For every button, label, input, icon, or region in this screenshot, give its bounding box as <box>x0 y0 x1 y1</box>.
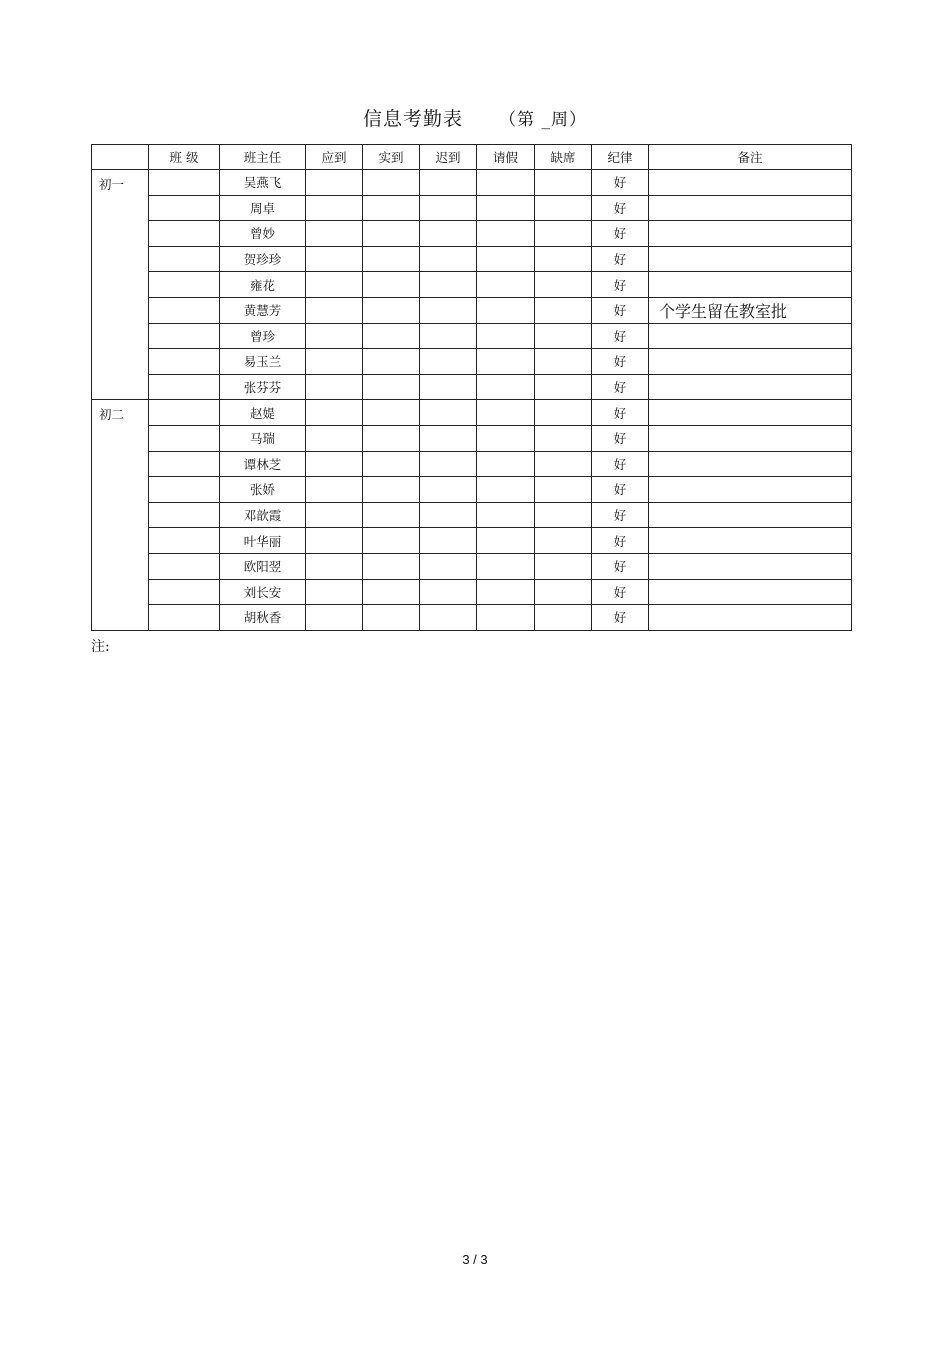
late-cell <box>420 349 477 375</box>
table-row <box>92 400 852 426</box>
header-cell: 实到 <box>363 145 420 170</box>
discipline-cell: 好 <box>592 246 649 272</box>
class-cell <box>149 195 220 221</box>
discipline-cell: 好 <box>592 605 649 631</box>
class-cell <box>149 579 220 605</box>
expected-cell <box>306 553 363 579</box>
expected-cell <box>306 323 363 349</box>
attendance-table <box>91 144 852 631</box>
expected-cell <box>306 579 363 605</box>
leave-cell <box>477 195 535 221</box>
discipline-cell: 好 <box>592 553 649 579</box>
expected-cell <box>306 170 363 196</box>
header-cell: 纪律 <box>592 145 649 170</box>
present-cell <box>363 477 420 503</box>
absent-cell <box>535 502 592 528</box>
absent-cell <box>535 400 592 426</box>
discipline-cell: 好 <box>592 425 649 451</box>
table-row <box>92 195 852 221</box>
present-cell <box>363 400 420 426</box>
present-cell <box>363 451 420 477</box>
present-cell <box>363 605 420 631</box>
absent-cell <box>535 374 592 400</box>
teacher-cell: 谭林芝 <box>220 451 306 477</box>
note-cell <box>649 170 852 196</box>
present-cell <box>363 170 420 196</box>
late-cell <box>420 477 477 503</box>
table-row <box>92 272 852 298</box>
absent-cell <box>535 272 592 298</box>
table-row <box>92 528 852 554</box>
class-cell <box>149 323 220 349</box>
expected-cell <box>306 246 363 272</box>
note-cell <box>649 605 852 631</box>
discipline-cell: 好 <box>592 528 649 554</box>
teacher-cell: 刘长安 <box>220 579 306 605</box>
present-cell <box>363 425 420 451</box>
header-cell: 班主任 <box>220 145 306 170</box>
present-cell <box>363 195 420 221</box>
expected-cell <box>306 374 363 400</box>
discipline-cell: 好 <box>592 323 649 349</box>
table-header <box>92 145 852 170</box>
discipline-cell: 好 <box>592 272 649 298</box>
header-cell: 迟到 <box>420 145 477 170</box>
late-cell <box>420 425 477 451</box>
class-cell <box>149 221 220 247</box>
teacher-cell: 周卓 <box>220 195 306 221</box>
table-row <box>92 477 852 503</box>
leave-cell <box>477 528 535 554</box>
late-cell <box>420 605 477 631</box>
teacher-cell: 胡秋香 <box>220 605 306 631</box>
teacher-cell: 张娇 <box>220 477 306 503</box>
present-cell <box>363 323 420 349</box>
class-cell <box>149 477 220 503</box>
class-cell <box>149 502 220 528</box>
late-cell <box>420 579 477 605</box>
absent-cell <box>535 579 592 605</box>
present-cell <box>363 579 420 605</box>
discipline-cell: 好 <box>592 477 649 503</box>
leave-cell <box>477 374 535 400</box>
header-cell: 缺席 <box>535 145 592 170</box>
late-cell <box>420 221 477 247</box>
title-text: 信息考勤表 <box>363 108 464 130</box>
expected-cell <box>306 349 363 375</box>
expected-cell <box>306 605 363 631</box>
late-cell <box>420 374 477 400</box>
class-cell <box>149 374 220 400</box>
class-cell <box>149 272 220 298</box>
grade-cell: 初二 <box>92 400 149 630</box>
table-row <box>92 502 852 528</box>
week-label: （第 _周） <box>499 110 587 130</box>
note-cell <box>649 349 852 375</box>
discipline-cell: 好 <box>592 349 649 375</box>
expected-cell <box>306 528 363 554</box>
table-row <box>92 425 852 451</box>
teacher-cell: 邓歆霞 <box>220 502 306 528</box>
leave-cell <box>477 451 535 477</box>
present-cell <box>363 528 420 554</box>
table-row <box>92 323 852 349</box>
teacher-cell: 马瑞 <box>220 425 306 451</box>
note-cell <box>649 425 852 451</box>
late-cell <box>420 451 477 477</box>
note-cell <box>649 528 852 554</box>
leave-cell <box>477 477 535 503</box>
leave-cell <box>477 323 535 349</box>
class-cell <box>149 605 220 631</box>
leave-cell <box>477 297 535 323</box>
expected-cell <box>306 221 363 247</box>
note-cell <box>649 477 852 503</box>
present-cell <box>363 221 420 247</box>
absent-cell <box>535 477 592 503</box>
class-cell <box>149 297 220 323</box>
absent-cell <box>535 246 592 272</box>
note-cell <box>649 579 852 605</box>
expected-cell <box>306 400 363 426</box>
note-cell: 个学生留在教室批 <box>649 297 852 323</box>
leave-cell <box>477 502 535 528</box>
leave-cell <box>477 605 535 631</box>
header-cell: 应到 <box>306 145 363 170</box>
late-cell <box>420 528 477 554</box>
absent-cell <box>535 297 592 323</box>
discipline-cell: 好 <box>592 374 649 400</box>
note-cell <box>649 553 852 579</box>
absent-cell <box>535 451 592 477</box>
expected-cell <box>306 297 363 323</box>
class-cell <box>149 425 220 451</box>
class-cell <box>149 400 220 426</box>
class-cell <box>149 349 220 375</box>
absent-cell <box>535 170 592 196</box>
present-cell <box>363 502 420 528</box>
table-body <box>92 170 852 631</box>
teacher-cell: 曾珍 <box>220 323 306 349</box>
class-cell <box>149 246 220 272</box>
discipline-cell: 好 <box>592 451 649 477</box>
teacher-cell: 雍花 <box>220 272 306 298</box>
teacher-cell: 贺珍珍 <box>220 246 306 272</box>
absent-cell <box>535 195 592 221</box>
discipline-cell: 好 <box>592 221 649 247</box>
note-cell <box>649 374 852 400</box>
absent-cell <box>535 323 592 349</box>
note-cell <box>649 323 852 349</box>
leave-cell <box>477 425 535 451</box>
absent-cell <box>535 221 592 247</box>
absent-cell <box>535 349 592 375</box>
discipline-cell: 好 <box>592 170 649 196</box>
note-cell <box>649 221 852 247</box>
present-cell <box>363 553 420 579</box>
table-row <box>92 297 852 323</box>
teacher-cell: 欧阳翌 <box>220 553 306 579</box>
late-cell <box>420 400 477 426</box>
teacher-cell: 张芬芬 <box>220 374 306 400</box>
table-row <box>92 246 852 272</box>
present-cell <box>363 349 420 375</box>
grade-cell: 初一 <box>92 170 149 400</box>
teacher-cell: 易玉兰 <box>220 349 306 375</box>
expected-cell <box>306 195 363 221</box>
table-row <box>92 349 852 375</box>
leave-cell <box>477 349 535 375</box>
leave-cell <box>477 553 535 579</box>
discipline-cell: 好 <box>592 195 649 221</box>
table-row <box>92 451 852 477</box>
teacher-cell: 黄慧芳 <box>220 297 306 323</box>
late-cell <box>420 323 477 349</box>
discipline-cell: 好 <box>592 400 649 426</box>
class-cell <box>149 553 220 579</box>
page-title <box>0 104 950 131</box>
late-cell <box>420 246 477 272</box>
late-cell <box>420 502 477 528</box>
class-cell <box>149 451 220 477</box>
table-row <box>92 579 852 605</box>
header-cell <box>92 145 149 170</box>
note-cell <box>649 400 852 426</box>
late-cell <box>420 272 477 298</box>
discipline-cell: 好 <box>592 502 649 528</box>
present-cell <box>363 297 420 323</box>
class-cell <box>149 170 220 196</box>
leave-cell <box>477 579 535 605</box>
teacher-cell: 叶华丽 <box>220 528 306 554</box>
late-cell <box>420 195 477 221</box>
expected-cell <box>306 272 363 298</box>
table-row <box>92 221 852 247</box>
header-cell: 班 级 <box>149 145 220 170</box>
leave-cell <box>477 246 535 272</box>
absent-cell <box>535 528 592 554</box>
note-cell <box>649 502 852 528</box>
expected-cell <box>306 477 363 503</box>
header-cell: 请假 <box>477 145 535 170</box>
present-cell <box>363 272 420 298</box>
late-cell <box>420 297 477 323</box>
header-row <box>92 145 852 170</box>
note-cell <box>649 246 852 272</box>
expected-cell <box>306 502 363 528</box>
table-row <box>92 374 852 400</box>
footnote: 注: <box>91 639 110 655</box>
teacher-cell: 赵媞 <box>220 400 306 426</box>
present-cell <box>363 374 420 400</box>
class-cell <box>149 528 220 554</box>
note-cell <box>649 451 852 477</box>
late-cell <box>420 553 477 579</box>
header-cell: 备注 <box>649 145 852 170</box>
teacher-cell: 吴燕飞 <box>220 170 306 196</box>
leave-cell <box>477 272 535 298</box>
absent-cell <box>535 425 592 451</box>
page-number: 3 / 3 <box>462 1252 488 1267</box>
table-row <box>92 170 852 196</box>
leave-cell <box>477 170 535 196</box>
present-cell <box>363 246 420 272</box>
teacher-cell: 曾妙 <box>220 221 306 247</box>
late-cell <box>420 170 477 196</box>
absent-cell <box>535 605 592 631</box>
discipline-cell: 好 <box>592 579 649 605</box>
discipline-cell: 好 <box>592 297 649 323</box>
table-row <box>92 553 852 579</box>
absent-cell <box>535 553 592 579</box>
leave-cell <box>477 400 535 426</box>
note-cell <box>649 272 852 298</box>
leave-cell <box>477 221 535 247</box>
note-cell <box>649 195 852 221</box>
table-row <box>92 605 852 631</box>
expected-cell <box>306 425 363 451</box>
expected-cell <box>306 451 363 477</box>
